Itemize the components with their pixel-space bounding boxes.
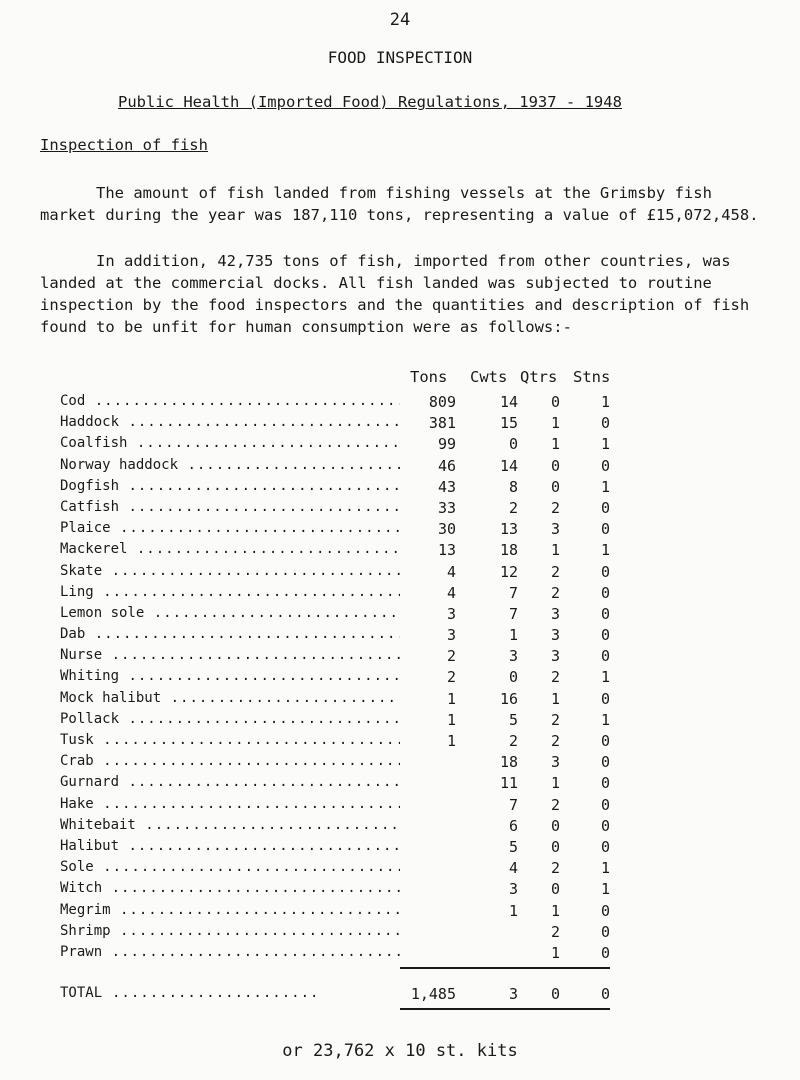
table-row [0,857,800,878]
stns-cell: 1 [600,477,610,496]
qtrs-cell: 3 [550,626,560,645]
qtrs-cell: 2 [550,859,560,878]
cwts-cell: 15 [499,414,518,433]
fish-name: Gurnard ..... [60,774,400,790]
stns-cell: 0 [600,689,610,708]
column-header-cwts: Cwts [470,368,508,386]
cwts-cell: 5 [508,710,518,729]
paragraph-landed-fish: The amount of fish landed from fishing vessels at the Grimsby fish market during the year was 187,110 tons, representing a value of £15,072,458. [40,184,759,224]
fish-name: Mock halibut ..... [60,690,400,706]
qtrs-cell: 1 [550,774,560,793]
stns-cell: 0 [600,795,610,814]
table-row [0,709,800,730]
table-row [0,942,800,963]
cwts-cell: 13 [499,520,518,539]
qtrs-cell: 2 [550,498,560,517]
cwts-cell: 16 [499,689,518,708]
fish-name: Haddock ..... [60,414,400,430]
total-dots: ...................... [112,985,320,1001]
qtrs-cell: 3 [550,753,560,772]
tons-cell: 2 [446,647,456,666]
fish-name: Skate ..... [60,563,400,579]
cwts-cell: 1 [508,626,518,645]
cwts-cell: 7 [508,604,518,623]
fish-name: Dab ..... [60,626,400,642]
qtrs-cell: 0 [550,477,560,496]
fish-name: Plaice ..... [60,520,400,536]
fish-name: Lemon sole ..... [60,605,400,621]
table-row [0,561,800,582]
cwts-cell: 14 [499,393,518,411]
table-row [0,603,800,624]
footer-note: or 23,762 x 10 st. kits [282,1041,518,1061]
stns-cell: 0 [600,414,610,433]
tons-cell: 2 [446,668,456,687]
column-header-stns: Stns [573,368,611,386]
stns-cell: 0 [600,520,610,539]
qtrs-cell: 1 [550,943,560,962]
cwts-cell: 7 [508,583,518,602]
cwts-cell: 0 [508,668,518,687]
cwts-cell: 18 [499,541,518,560]
cwts-cell: 14 [499,456,518,475]
tons-cell: 4 [446,583,456,602]
column-header-qtrs: Qtrs [520,368,558,386]
cwts-cell: 6 [508,816,518,835]
fish-name: Megrim ..... [60,902,400,918]
stns-cell: 0 [600,626,610,645]
fish-name: Dogfish ..... [60,478,400,494]
tons-cell: 1 [446,732,456,750]
tons-cell: 43 [437,477,456,496]
table-row [0,412,800,433]
fish-name: Whitebait ..... [60,817,400,833]
qtrs-cell: 1 [550,901,560,920]
fish-name: Halibut ..... [60,838,400,854]
column-header-tons: Tons [410,368,448,386]
table-row [0,645,800,666]
qtrs-cell: 2 [550,732,560,750]
table-row [0,772,800,793]
stns-cell: 0 [600,774,610,793]
tons-cell: 1 [446,689,456,708]
table-row [0,518,800,539]
stns-cell: 0 [600,922,610,941]
page-number: 24 [389,10,411,30]
table-row [0,815,800,836]
total-rule-top [400,967,610,969]
cwts-cell: 1 [508,901,518,920]
qtrs-cell: 2 [550,668,560,687]
stns-cell: 0 [600,901,610,920]
qtrs-cell: 2 [550,922,560,941]
total-stns: 0 [600,985,610,1003]
stns-cell: 0 [600,583,610,602]
tons-cell: 99 [437,435,456,454]
qtrs-cell: 3 [550,604,560,623]
fish-name: Witch ..... [60,880,400,896]
table-row [0,497,800,518]
stns-cell: 0 [600,456,610,475]
stns-cell: 1 [600,880,610,899]
qtrs-cell: 0 [550,837,560,856]
fish-name: Hake ..... [60,796,400,812]
cwts-cell: 12 [499,562,518,581]
tons-cell: 13 [437,541,456,560]
table-row [0,455,800,476]
table-row [0,688,800,709]
qtrs-cell: 2 [550,562,560,581]
total-qtrs: 0 [550,985,560,1003]
stns-cell: 0 [600,732,610,750]
fish-name: Cod ..... [60,393,400,409]
qtrs-cell: 1 [550,689,560,708]
fish-name: Tusk ..... [60,732,400,748]
stns-cell: 1 [600,541,610,560]
qtrs-cell: 2 [550,583,560,602]
stns-cell: 0 [600,562,610,581]
table-row [0,582,800,603]
qtrs-cell: 0 [550,880,560,899]
paragraph-imported-fish: In addition, 42,735 tons of fish, imported from other countries, was landed at the commercial docks. All fish landed was subjected to routine inspection by the food inspectors and the quantities and description of fish found to be unfit for human consumption were as follows:- [40,252,750,336]
stns-cell: 0 [600,816,610,835]
table-row [0,476,800,497]
qtrs-cell: 0 [550,816,560,835]
stns-cell: 1 [600,393,610,411]
tons-cell: 46 [437,456,456,475]
tons-cell: 33 [437,498,456,517]
cwts-cell: 18 [499,753,518,772]
table-row [0,794,800,815]
table-row [0,900,800,921]
table-row [0,433,800,454]
fish-name: Norway haddock ..... [60,457,400,473]
table-row [0,624,800,645]
total-tons: 1,485 [410,985,456,1003]
stns-cell: 0 [600,604,610,623]
fish-name: Shrimp ..... [60,923,400,939]
cwts-cell: 11 [499,774,518,793]
total-row [0,983,800,1005]
qtrs-cell: 1 [550,414,560,433]
cwts-cell: 2 [508,732,518,750]
qtrs-cell: 3 [550,647,560,666]
stns-cell: 0 [600,837,610,856]
qtrs-cell: 0 [550,393,560,411]
fish-name: Pollack ..... [60,711,400,727]
tons-cell: 809 [428,393,456,411]
section-subheading: Inspection of fish [40,136,208,154]
cwts-cell: 2 [508,498,518,517]
regulations-title: Public Health (Imported Food) Regulations, 1937 - 1948 [118,93,622,111]
table-row [0,666,800,687]
fish-name: Ling ..... [60,584,400,600]
cwts-cell: 8 [508,477,518,496]
fish-table [0,391,800,963]
stns-cell: 0 [600,498,610,517]
total-label: TOTAL [60,985,103,1001]
page-heading: FOOD INSPECTION [327,48,473,67]
qtrs-cell: 2 [550,795,560,814]
cwts-cell: 3 [508,880,518,899]
total-rule-bottom [400,1008,610,1010]
tons-cell: 1 [446,710,456,729]
stns-cell: 1 [600,710,610,729]
stns-cell: 0 [600,647,610,666]
table-row [0,539,800,560]
qtrs-cell: 2 [550,710,560,729]
fish-name: Nurse ..... [60,647,400,663]
table-row [0,751,800,772]
cwts-cell: 0 [508,435,518,454]
tons-cell: 30 [437,520,456,539]
cwts-cell: 4 [508,859,518,878]
table-row [0,921,800,942]
qtrs-cell: 1 [550,435,560,454]
table-row [0,878,800,899]
stns-cell: 0 [600,943,610,962]
cwts-cell: 3 [508,647,518,666]
qtrs-cell: 1 [550,541,560,560]
tons-cell: 3 [446,604,456,623]
fish-name: Coalfish ..... [60,435,400,451]
fish-name: Mackerel ..... [60,541,400,557]
qtrs-cell: 0 [550,456,560,475]
fish-name: Catfish ..... [60,499,400,515]
tons-cell: 4 [446,562,456,581]
table-row [0,391,800,412]
total-cwts: 3 [508,985,518,1003]
stns-cell: 0 [600,753,610,772]
cwts-cell: 5 [508,837,518,856]
tons-cell: 381 [428,414,456,433]
stns-cell: 1 [600,435,610,454]
stns-cell: 1 [600,859,610,878]
qtrs-cell: 3 [550,520,560,539]
fish-name: Crab ..... [60,753,400,769]
fish-name: Prawn ..... [60,944,400,960]
table-row [0,730,800,751]
fish-name: Whiting ..... [60,668,400,684]
fish-name: Sole ..... [60,859,400,875]
stns-cell: 1 [600,668,610,687]
tons-cell: 3 [446,626,456,645]
cwts-cell: 7 [508,795,518,814]
table-row [0,836,800,857]
